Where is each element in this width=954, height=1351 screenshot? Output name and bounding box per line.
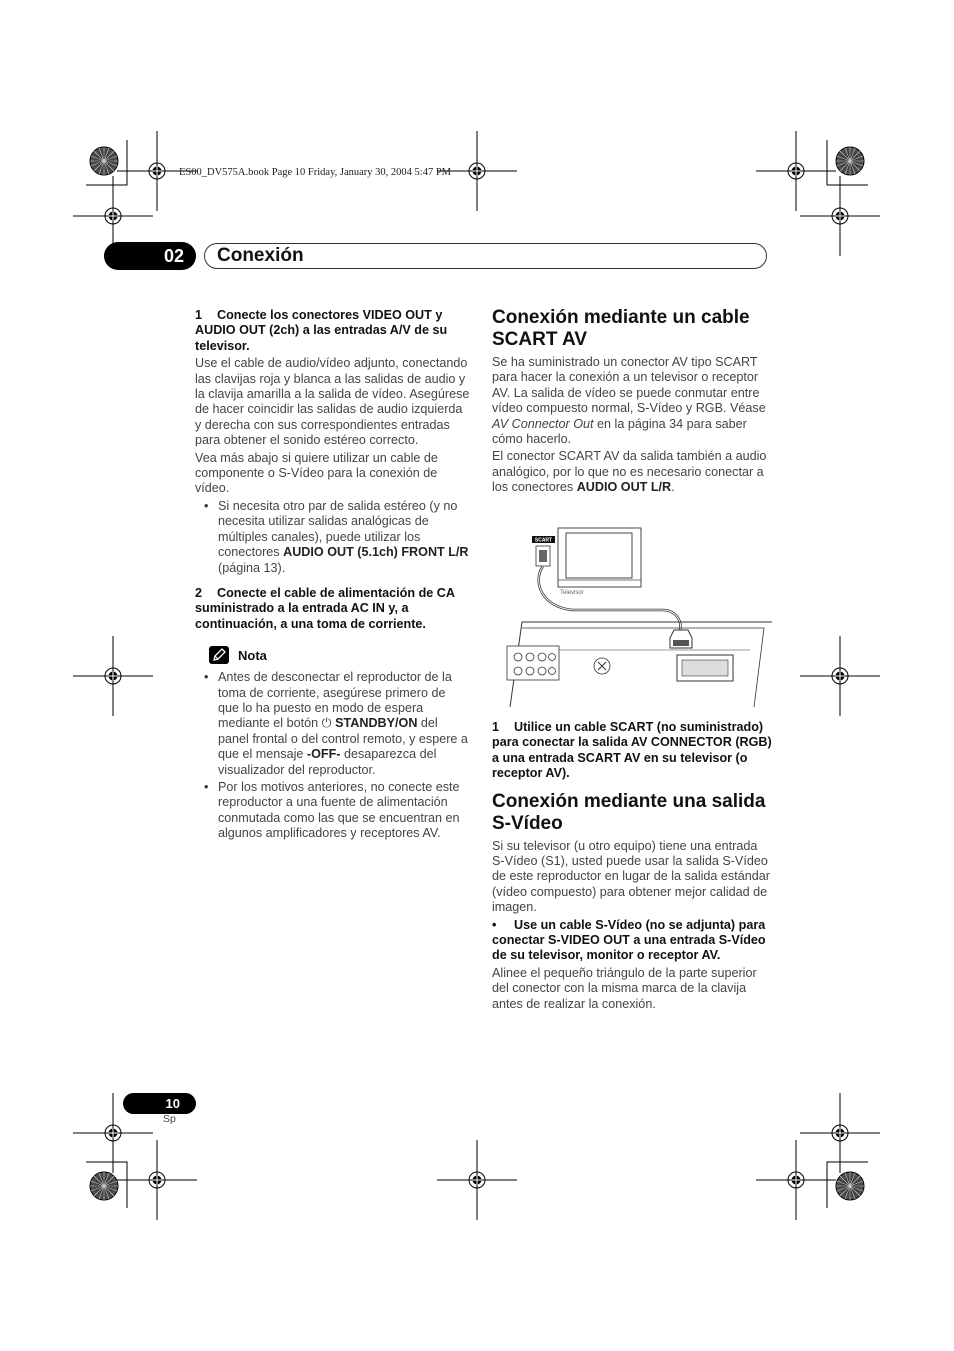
paragraph: Vea más abajo si quiere utilizar un cable de componente o S-Vídeo para la conexión de vídeo. [195, 450, 438, 496]
chapter-number-badge: 02 [104, 242, 196, 270]
step-text: Conecte los conectores VIDEO OUT y AUDIO OUT (2ch) a las entradas A/V de su televisor. [195, 308, 448, 353]
note-bold: STANDBY/ON [331, 716, 418, 731]
note-text: del panel frontal o del control remoto, y espere a que el mensaje [218, 716, 468, 762]
note-text: Antes de desconectar el reproductor de la toma de corriente, asegúrese primero de que lo ha puesto en modo de espera mediante el botón [218, 670, 452, 731]
page-number-badge: 10 [123, 1093, 196, 1114]
text: Se ha suministrado un conector AV tipo SCART para hacer la conexión a un televisor o receptor AV. La salida de vídeo se puede conmutar entre vídeo compuesto normal, S-Vídeo y RGB. Véase [492, 355, 766, 416]
pencil-note-icon [209, 646, 229, 664]
bullet-text: Si necesita otro par de salida estéreo (y no necesita utilizar salidas analógicas de múltiples canales), puede utilizar los conectores [218, 498, 458, 560]
page-language: Sp [163, 1113, 176, 1125]
bullet-text: Use un cable S-Vídeo (no se adjunta) para conectar S-VIDEO OUT a una entrada S-Vídeo de su televisor, monitor o receptor AV. [492, 917, 766, 963]
step-1-scart [492, 720, 772, 782]
paragraph: Si su televisor (u otro equipo) tiene una entrada S-Vídeo (S1), usted puede usar la salida S-Vídeo de este reproductor en lugar de la salida estándar (vídeo compuesto) para obtener mejor calidad de imagen. [492, 838, 770, 915]
right-column-top [492, 307, 772, 498]
text: en la página 34 para saber cómo hacerlo. [492, 416, 747, 447]
text: . [671, 480, 675, 495]
right-column-bottom [492, 720, 772, 1014]
paragraph [492, 449, 772, 495]
note-heading [195, 646, 470, 668]
section-heading-svideo: Conexión mediante una salida S-Vídeo [492, 790, 766, 834]
scart-tag-label: SCART [534, 537, 553, 544]
step-text: Conecte el cable de alimentación de CA suministrado a la entrada AC IN y, a continuación, a una toma de corriente. [195, 585, 455, 631]
paragraph [492, 355, 772, 447]
step-number: 1 [195, 308, 203, 322]
print-slug: ES00_DV575A.book Page 10 Friday, January 30, 2004 5:47 PM [179, 167, 452, 178]
step-text: Utilice un cable SCART (no suministrado) para conectar la salida AV CONNECTOR (RGB) a una entrada SCART AV en su televisor (o receptor AV). [492, 720, 772, 781]
step-2-power [195, 586, 470, 632]
bullet-item [195, 499, 470, 576]
svideo-bullet [492, 918, 772, 964]
text: El conector SCART AV da salida también a audio analógico, por lo que no es necesario conectar a los conectores [492, 449, 767, 495]
note-bullet [195, 780, 470, 842]
note-text: Por los motivos anteriores, no conecte este reproductor a una fuente de alimentación conmutada como las que se encuentran en algunos amplificadores y receptores AV. [218, 779, 460, 841]
note-bold: -OFF- [306, 747, 341, 762]
bullet-text: (página 13). [218, 560, 286, 575]
bullet-symbol: • [492, 917, 497, 932]
chapter-title: Conexión [217, 245, 304, 266]
italic-text: AV Connector Out [492, 416, 594, 431]
step-number: 2 [195, 585, 203, 600]
bold-text: AUDIO OUT L/R [576, 480, 672, 495]
step-number: 1 [492, 720, 500, 734]
paragraph: Alinee el pequeño triángulo de la parte superior del conector con la misma marca de la clavija antes de realizar la conexión. [492, 965, 757, 1011]
bullet-bold: AUDIO OUT (5.1ch) FRONT L/R [283, 545, 469, 560]
tv-label: Televisor [560, 590, 584, 596]
left-column [195, 308, 470, 844]
scart-connection-diagram [492, 522, 777, 707]
note-text: desaparezca del visualizador del reproductor. [218, 747, 437, 777]
section-heading-scart: Conexión mediante un cable SCART AV [492, 307, 750, 350]
note-bullet [195, 670, 470, 778]
tv-screen [566, 533, 632, 578]
step-1-video-audio [195, 308, 470, 354]
paragraph: Use el cable de audio/vídeo adjunto, conectando las clavijas roja y blanca a las salidas de audio y la clavija amarilla a la salida de vídeo. Asegúrese de hacer coincidir las salidas de audio izquierda y derecha con sus correspondientes entradas para obtener el sonido estéreo correcto. [195, 356, 470, 448]
power-icon: ⏻ [321, 716, 332, 731]
note-label: Nota [238, 648, 267, 664]
